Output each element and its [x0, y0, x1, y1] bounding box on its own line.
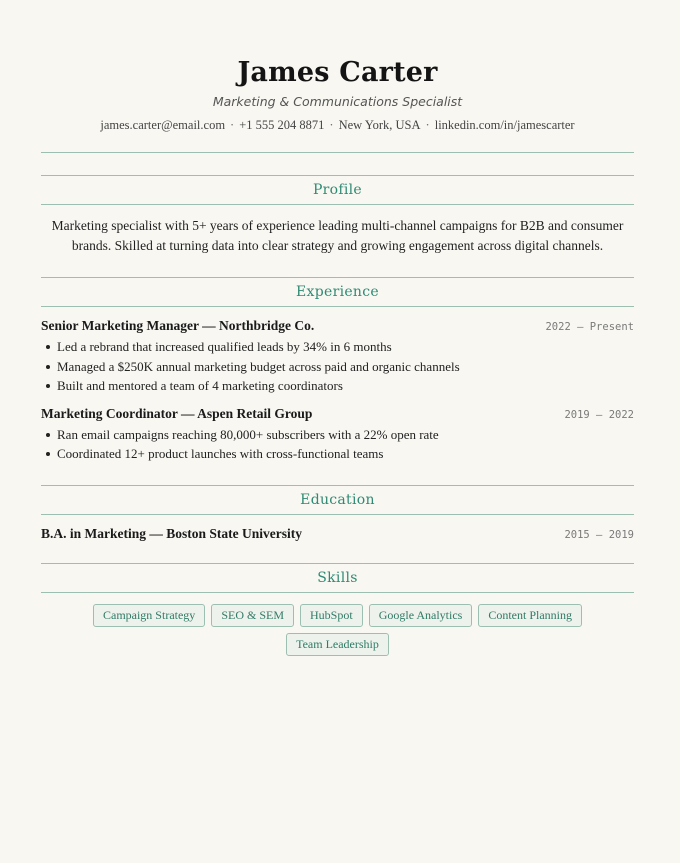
profile-summary: Marketing specialist with 5+ years of experience leading multi-channel campaigns for B2B and consumer brands. Skilled at turning data into clear strategy and growing engagement across digital channels. — [51, 218, 624, 253]
education-degree: B.A. in Marketing — Boston State University — [41, 525, 302, 541]
section-heading-skills: Skills — [41, 563, 634, 593]
skill-chip: Team Leadership — [286, 633, 389, 656]
contact-phone: +1 555 204 8871 — [239, 118, 325, 132]
job-dates: 2019 – 2022 — [564, 408, 634, 421]
contact-separator: · — [329, 118, 334, 132]
contact-location: New York, USA — [338, 118, 421, 132]
experience-entry — [41, 406, 634, 464]
contact-linkedin: linkedin.com/in/jamescarter — [434, 118, 575, 132]
contact-separator: · — [230, 118, 235, 132]
job-bullet: Built and mentored a team of 4 marketing coordinators — [41, 376, 634, 396]
job-bullet: Coordinated 12+ product launches with cross-functional teams — [41, 444, 634, 464]
education-dates: 2015 – 2019 — [564, 528, 634, 541]
skill-chip: Campaign Strategy — [93, 604, 205, 627]
skill-chip: Content Planning — [478, 604, 582, 627]
job-bullets — [41, 425, 634, 464]
skill-chip: HubSpot — [300, 604, 363, 627]
job-bullet: Managed a $250K annual marketing budget across paid and organic channels — [41, 357, 634, 377]
job-bullet: Led a rebrand that increased qualified leads by 34% in 6 months — [41, 337, 634, 357]
contact-email: james.carter@email.com — [100, 118, 226, 132]
candidate-name: James Carter — [237, 57, 438, 88]
contact-separator: · — [425, 118, 430, 132]
contact-line — [41, 117, 634, 133]
experience-entry — [41, 318, 634, 396]
skill-chip: Google Analytics — [369, 604, 473, 627]
resume-header — [41, 0, 634, 133]
experience-entry-header — [41, 406, 634, 422]
job-dates: 2022 – Present — [545, 321, 634, 333]
experience-entry-header — [41, 318, 634, 334]
skills-list — [41, 604, 634, 656]
section-heading-profile: Profile — [41, 175, 634, 205]
job-bullet: Ran email campaigns reaching 80,000+ subscribers with a 22% open rate — [41, 425, 634, 445]
candidate-title: Marketing & Communications Specialist — [212, 94, 463, 109]
skill-chip: SEO & SEM — [211, 604, 294, 627]
section-heading-education: Education — [41, 485, 634, 515]
job-title: Senior Marketing Manager — Northbridge Co. — [41, 318, 315, 333]
job-title: Marketing Coordinator — Aspen Retail Group — [41, 405, 313, 421]
header-divider — [41, 152, 634, 153]
job-bullets — [41, 337, 634, 396]
section-heading-experience: Experience — [41, 277, 634, 307]
education-entry — [41, 526, 634, 542]
